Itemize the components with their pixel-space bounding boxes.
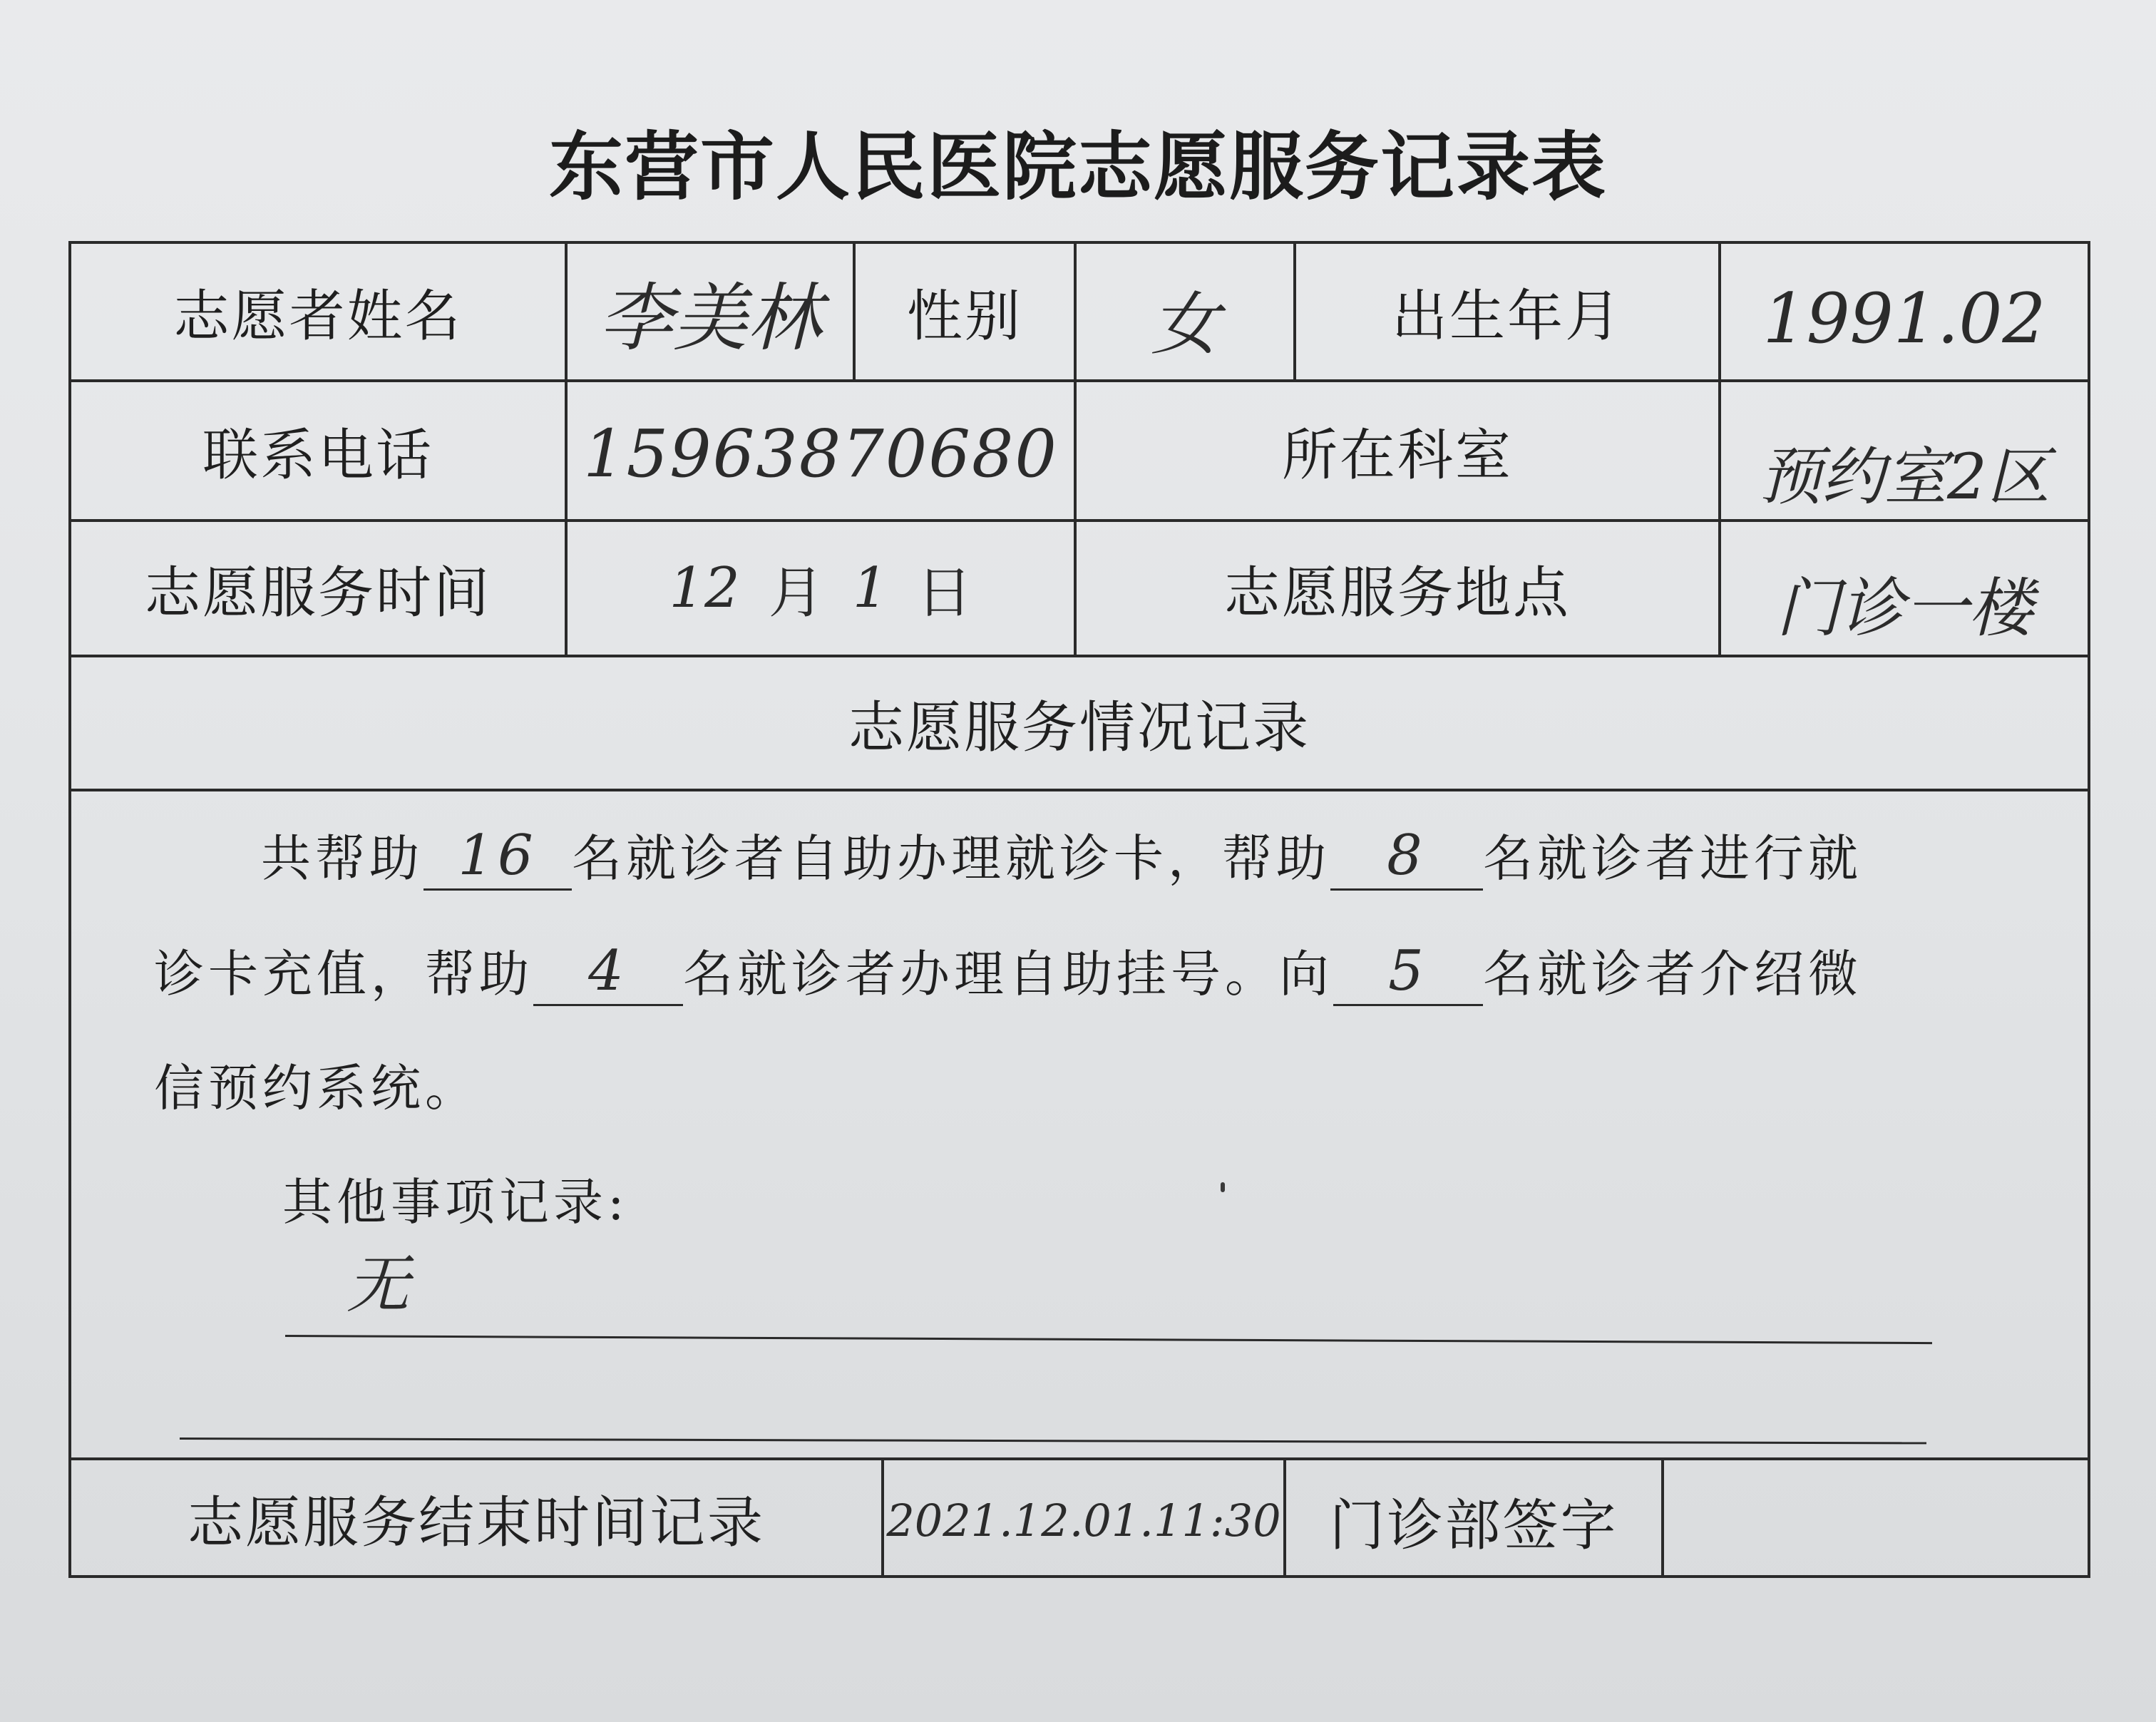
label-phone: 联系电话 bbox=[202, 424, 433, 488]
record-line-3: 信预约系统。 bbox=[154, 1059, 479, 1117]
service-month-unit: 月 bbox=[768, 561, 824, 625]
other-items-value: 无 bbox=[346, 1248, 409, 1321]
label-volunteer-name: 志愿者姓名 bbox=[173, 285, 463, 349]
blank-wechat-count: 5 bbox=[1333, 943, 1483, 1006]
table-right-border bbox=[2088, 241, 2090, 1578]
service-day-unit: 日 bbox=[916, 561, 972, 625]
record-text-1b: 名就诊者自助办理就诊卡，帮助 bbox=[572, 829, 1330, 888]
label-record-header: 志愿服务情况记录 bbox=[848, 696, 1310, 760]
record-text-1a: 共帮助 bbox=[261, 829, 423, 888]
ink-dot bbox=[1221, 1182, 1225, 1192]
service-month: 12 bbox=[669, 556, 740, 620]
other-items-line-1 bbox=[285, 1335, 1932, 1344]
value-signature bbox=[1664, 1463, 2088, 1578]
label-signature: 门诊部签字 bbox=[1329, 1493, 1618, 1558]
value-end-time: 2021.12.01.11:30 bbox=[886, 1495, 1281, 1547]
record-text-2a: 诊卡充值，帮助 bbox=[154, 945, 533, 1003]
value-phone: 15963870680 bbox=[583, 415, 1058, 492]
other-items-label: 其他事项记录: bbox=[282, 1173, 629, 1231]
record-text-2b: 名就诊者办理自助挂号。向 bbox=[683, 945, 1333, 1003]
record-line-2 bbox=[154, 934, 1862, 1006]
record-text-2c: 名就诊者介绍微 bbox=[1483, 945, 1862, 1003]
blank-recharge-count: 8 bbox=[1330, 827, 1483, 891]
other-items-line-2 bbox=[180, 1437, 1926, 1444]
record-text-1c: 名就诊者进行就 bbox=[1483, 829, 1862, 888]
label-department: 所在科室 bbox=[1281, 424, 1513, 488]
blank-cards-count: 16 bbox=[423, 827, 572, 891]
label-gender: 性别 bbox=[906, 285, 1022, 349]
value-gender: 女 bbox=[1151, 284, 1219, 364]
value-birth: 1991.02 bbox=[1762, 279, 2046, 359]
label-service-time: 志愿服务时间 bbox=[144, 561, 491, 625]
label-birth: 出生年月 bbox=[1391, 285, 1623, 349]
value-service-place: 门诊一楼 bbox=[1776, 571, 2033, 646]
form-title: 东营市人民医院志愿服务记录表 bbox=[548, 123, 1607, 210]
value-department: 预约室2区 bbox=[1759, 440, 2050, 513]
blank-register-count: 4 bbox=[533, 943, 683, 1006]
value-service-time bbox=[568, 522, 1074, 655]
record-line-1 bbox=[261, 819, 1862, 891]
service-day: 1 bbox=[852, 556, 888, 620]
row-separator-4 bbox=[68, 789, 2090, 791]
label-end-time: 志愿服务结束时间记录 bbox=[187, 1490, 765, 1555]
value-volunteer-name: 李美林 bbox=[598, 275, 821, 362]
label-service-place: 志愿服务地点 bbox=[1223, 561, 1571, 625]
